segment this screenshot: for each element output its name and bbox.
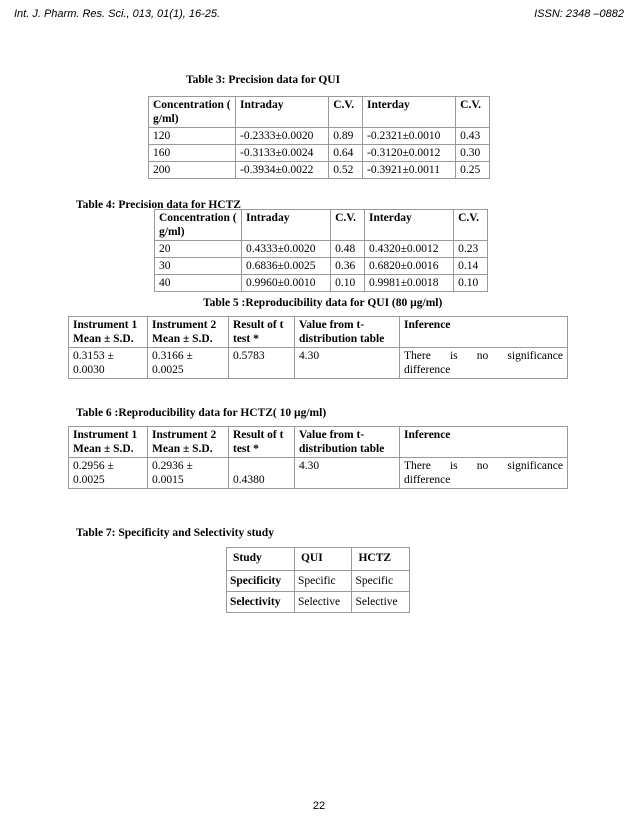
page-number: 22 xyxy=(312,800,326,812)
table-row xyxy=(155,258,488,275)
table-cell: 0.3166 ± 0.0025 xyxy=(148,348,229,379)
header-cell: Result of t test * xyxy=(229,427,295,458)
table-cell: 0.6820±0.0016 xyxy=(364,258,453,275)
table5-caption: Table 5 :Reproducibility data for QUI (80 µg/ml) xyxy=(203,297,443,309)
table4-caption: Table 4: Precision data for HCTZ xyxy=(76,199,241,211)
header-cell: Intraday xyxy=(236,97,329,128)
header-cell: C.V. xyxy=(456,97,490,128)
table-cell: 40 xyxy=(155,275,242,292)
table6-caption: Table 6 :Reproducibility data for HCTZ( 10 µg/ml) xyxy=(76,407,327,419)
table-cell: 0.36 xyxy=(331,258,365,275)
table-cell: 0.5783 xyxy=(229,348,295,379)
table-cell: -0.3120±0.0012 xyxy=(362,145,455,162)
table-cell: 0.2956 ± 0.0025 xyxy=(69,458,148,489)
table-cell: 0.10 xyxy=(331,275,365,292)
table6 xyxy=(68,426,568,489)
table-cell: Specificity xyxy=(227,571,295,592)
table-cell: 20 xyxy=(155,241,242,258)
table-cell: There is no significance difference xyxy=(400,348,568,379)
table-cell: 0.43 xyxy=(456,128,490,145)
table-cell: 0.4380 xyxy=(229,458,295,489)
table-cell: Selective xyxy=(352,592,410,613)
header-cell: Instrument 1 Mean ± S.D. xyxy=(69,317,148,348)
table-header-row xyxy=(149,97,490,128)
table3-caption: Table 3: Precision data for QUI xyxy=(186,74,341,86)
header-cell: Concentration ( g/ml) xyxy=(149,97,236,128)
table-row xyxy=(149,128,490,145)
table-cell: Selective xyxy=(294,592,352,613)
table-cell: 0.9960±0.0010 xyxy=(242,275,331,292)
header-cell: Value from t-distribution table xyxy=(295,427,400,458)
header-cell: HCTZ xyxy=(352,548,410,571)
table-cell: 200 xyxy=(149,162,236,179)
table-row xyxy=(227,592,410,613)
header-cell: Result of t test * xyxy=(229,317,295,348)
table-cell: 160 xyxy=(149,145,236,162)
table7-caption: Table 7: Specificity and Selectivity study xyxy=(76,527,274,539)
table4 xyxy=(154,209,488,292)
table-header-row xyxy=(69,317,568,348)
header-cell: Intraday xyxy=(242,210,331,241)
table-row xyxy=(149,145,490,162)
header-cell: Study xyxy=(227,548,295,571)
table-cell: Specific xyxy=(352,571,410,592)
journal-citation: Int. J. Pharm. Res. Sci., 013, 01(1), 16-25. xyxy=(14,8,221,20)
table-row xyxy=(155,241,488,258)
table-cell: 0.64 xyxy=(329,145,363,162)
table-row xyxy=(69,348,568,379)
table-row xyxy=(227,571,410,592)
table-cell: 0.10 xyxy=(454,275,488,292)
table-cell: 120 xyxy=(149,128,236,145)
table-cell: 0.89 xyxy=(329,128,363,145)
table-row xyxy=(69,458,568,489)
header-cell: Concentration ( g/ml) xyxy=(155,210,242,241)
table-cell: 0.3153 ± 0.0030 xyxy=(69,348,148,379)
table-cell: 0.6836±0.0025 xyxy=(242,258,331,275)
header-cell: Inference xyxy=(400,317,568,348)
table-cell: -0.3133±0.0024 xyxy=(236,145,329,162)
header-cell: Instrument 2 Mean ± S.D. xyxy=(148,427,229,458)
header-cell: C.V. xyxy=(454,210,488,241)
header-cell: Value from t-distribution table xyxy=(295,317,400,348)
table-cell: Specific xyxy=(294,571,352,592)
header-cell: Instrument 2 Mean ± S.D. xyxy=(148,317,229,348)
table-header-row xyxy=(155,210,488,241)
table-cell: 0.23 xyxy=(454,241,488,258)
table-cell: 30 xyxy=(155,258,242,275)
table-cell: 4.30 xyxy=(295,348,400,379)
table-header-row xyxy=(227,548,410,571)
table-cell: 0.30 xyxy=(456,145,490,162)
table-row xyxy=(155,275,488,292)
table-cell: Selectivity xyxy=(227,592,295,613)
header-cell: Instrument 1 Mean ± S.D. xyxy=(69,427,148,458)
table-cell: 0.2936 ± 0.0015 xyxy=(148,458,229,489)
header-cell: Interday xyxy=(364,210,453,241)
table-cell: -0.2333±0.0020 xyxy=(236,128,329,145)
header-cell: Interday xyxy=(362,97,455,128)
table3 xyxy=(148,96,490,179)
table5 xyxy=(68,316,568,379)
issn: ISSN: 2348 –0882 xyxy=(534,8,624,20)
table-cell: 0.52 xyxy=(329,162,363,179)
header-cell: C.V. xyxy=(331,210,365,241)
table-cell: 0.25 xyxy=(456,162,490,179)
table-row xyxy=(149,162,490,179)
table-cell: -0.3921±0.0011 xyxy=(362,162,455,179)
table-cell: 4.30 xyxy=(295,458,400,489)
table-header-row xyxy=(69,427,568,458)
table-cell: 0.48 xyxy=(331,241,365,258)
table-cell: 0.4333±0.0020 xyxy=(242,241,331,258)
header-cell: C.V. xyxy=(329,97,363,128)
table-cell: -0.2321±0.0010 xyxy=(362,128,455,145)
table7 xyxy=(226,547,410,613)
table-cell: 0.14 xyxy=(454,258,488,275)
header-cell: Inference xyxy=(400,427,568,458)
table-cell: 0.4320±0.0012 xyxy=(364,241,453,258)
table-cell: There is no significance difference xyxy=(400,458,568,489)
table-cell: 0.9981±0.0018 xyxy=(364,275,453,292)
header-cell: QUI xyxy=(294,548,352,571)
table-cell: -0.3934±0.0022 xyxy=(236,162,329,179)
